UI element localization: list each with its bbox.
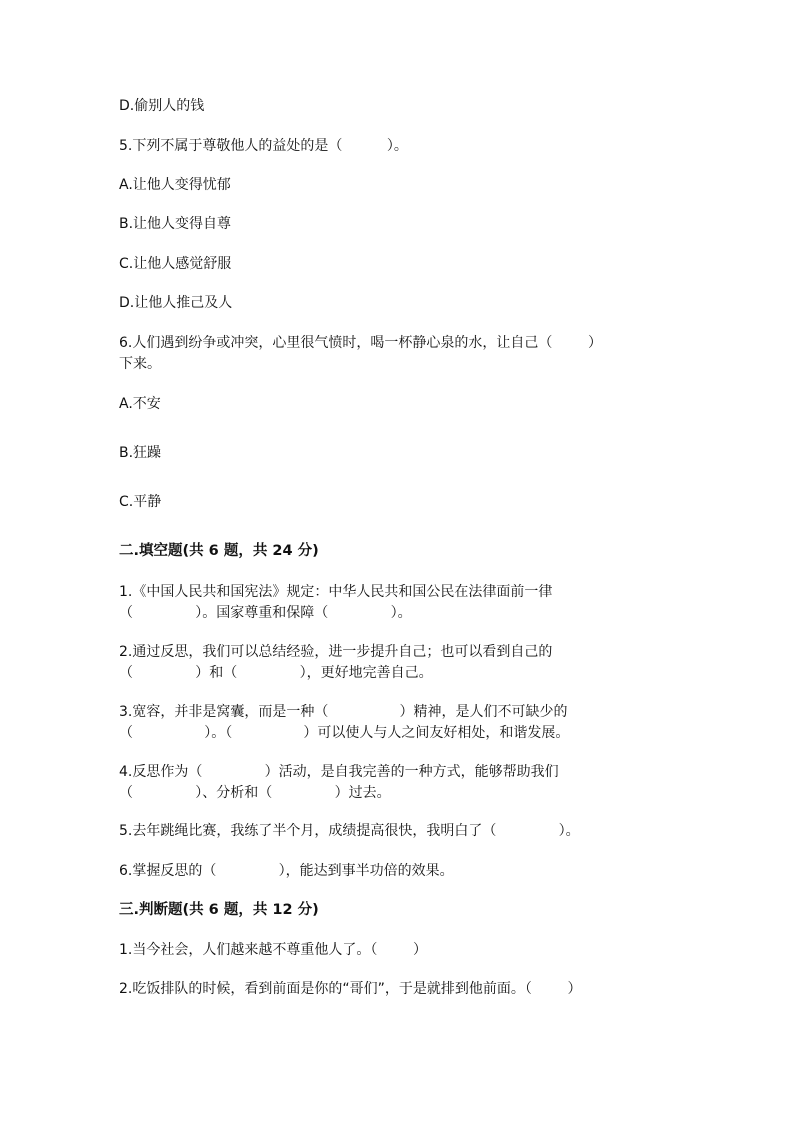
fill-item-1-line1: 1.《中国人民共和国宪法》规定：中华人民共和国公民在法律面前一律: [119, 584, 553, 600]
fill-item-2-line2: （ ）和（ ），更好地完善自己。: [119, 665, 433, 681]
q5-option-d: D.让他人推己及人: [119, 295, 233, 311]
fill-item-3-line1: 3.宽容，并非是窝囊，而是一种（ ）精神，是人们不可缺少的: [119, 704, 568, 720]
q5-stem: 5.下列不属于尊敬他人的益处的是（ ）。: [119, 138, 408, 154]
q4-option-d: D.偷别人的钱: [119, 98, 205, 114]
q6-option-a: A.不安: [119, 396, 161, 412]
q6-option-c: C.平静: [119, 494, 162, 510]
fill-item-4-line1: 4.反思作为（ ）活动，是自我完善的一种方式，能够帮助我们: [119, 764, 559, 780]
fill-item-6: 6.掌握反思的（ ），能达到事半功倍的效果。: [119, 863, 454, 879]
q5-option-a: A.让他人变得忧郁: [119, 177, 231, 193]
fill-item-3-line2: （ ）。（ ）可以使人与人之间友好相处，和谐发展。: [119, 725, 570, 741]
fill-item-1-line2: （ ）。国家尊重和保障（ ）。: [119, 605, 412, 621]
q5-option-b: B.让他人变得自尊: [119, 216, 232, 232]
judge-item-2: 2.吃饭排队的时候，看到前面是你的“哥们”，于是就排到他前面。（ ）: [119, 981, 582, 997]
q6-stem-line2: 下来。: [119, 356, 161, 372]
q6-stem-line1: 6.人们遇到纷争或冲突，心里很气愤时，喝一杯静心泉的水，让自己（ ）: [119, 335, 602, 351]
q6-option-b: B.狂躁: [119, 445, 162, 461]
section3-title: 三.判断题(共 6 题，共 12 分): [119, 902, 319, 918]
section2-title: 二.填空题(共 6 题，共 24 分): [119, 543, 319, 559]
fill-item-2-line1: 2.通过反思，我们可以总结经验，进一步提升自己；也可以看到自己的: [119, 644, 553, 660]
fill-item-5: 5.去年跳绳比赛，我练了半个月，成绩提高很快，我明白了（ ）。: [119, 823, 580, 839]
fill-item-4-line2: （ ）、分析和（ ）过去。: [119, 785, 391, 801]
q5-option-c: C.让他人感觉舒服: [119, 256, 232, 272]
judge-item-1: 1.当今社会，人们越来越不尊重他人了。（ ）: [119, 942, 427, 958]
